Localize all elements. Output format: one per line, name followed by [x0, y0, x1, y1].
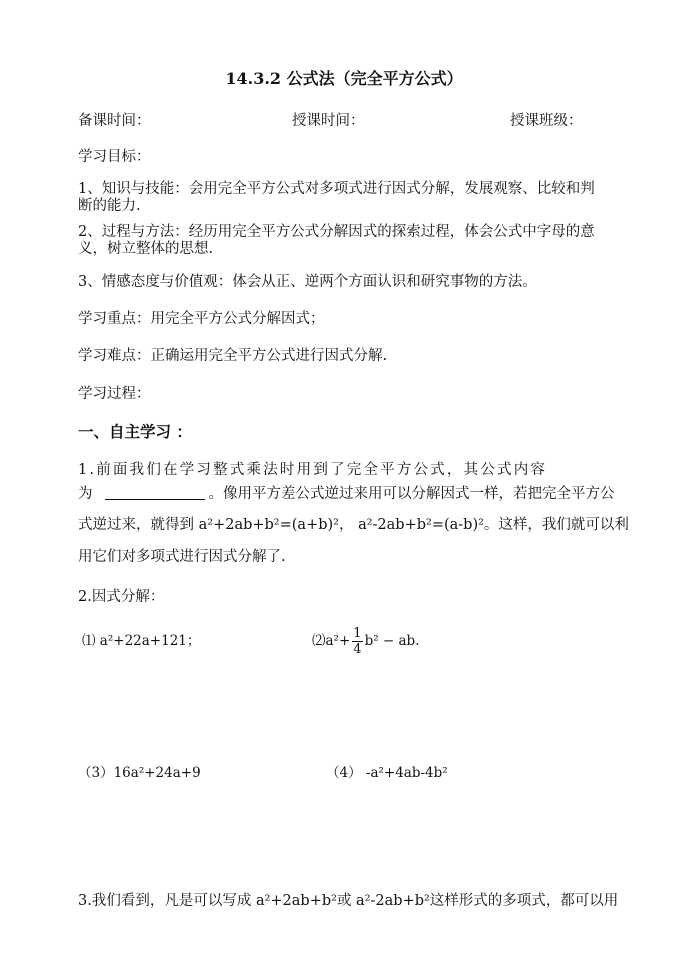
page-title: 14.3.2 公式法（完全平方公式） [225, 69, 463, 88]
question-2-heading: 2.因式分解： [78, 589, 165, 605]
question-1-line-1: 1.前面我们在学习整式乘法时用到了完全平方公式，其公式内容 [78, 462, 548, 478]
section-1-heading: 一、自主学习 ： [78, 422, 192, 441]
goals-heading: 学习目标： [78, 149, 151, 165]
goal-1-line-2: 断的能力. [78, 198, 141, 214]
question-2-item-2 [312, 621, 420, 661]
answer-blank[interactable] [105, 485, 205, 500]
question-2-item-4: （4） -a²+4ab-4b² [326, 765, 448, 781]
prep-time-label: 备课时间： [78, 113, 151, 129]
key-point: 学习重点：用完全平方公式分解因式； [78, 311, 325, 327]
class-group-label: 授课班级： [510, 113, 583, 129]
question-2-item-1: ⑴ a²+22a+121； [82, 633, 201, 649]
process-heading: 学习过程： [78, 386, 151, 402]
question-2-item-3: （3）16a²+24a+9 [78, 765, 201, 781]
goal-2-line-2: 义，树立整体的思想. [78, 241, 214, 257]
question-1-line-3: 式逆过来，就得到 a²+2ab+b²=(a+b)²， a²-2ab+b²=(a-b)²。这样，我们就可以利 [78, 517, 629, 533]
fraction-numerator: 1 [353, 626, 362, 641]
question-3-line-1: 3.我们看到，凡是可以写成 a²+2ab+b²或 a²-2ab+b²这样形式的多项式，都可以用 [78, 893, 619, 909]
difficulty: 学习难点：正确运用完全平方公式进行因式分解. [78, 348, 388, 364]
item-2-prefix: ⑵a²+ [312, 633, 351, 649]
question-1-suffix: 。像用平方差公式逆过来用可以分解因式一样，若把完全平方公 [208, 486, 615, 502]
question-1-line-2 [78, 485, 615, 503]
goal-3: 3、情感态度与价值观：体会从正、逆两个方面认识和研究事物的方法。 [78, 274, 537, 290]
question-1-line-4: 用它们对多项式进行因式分解了. [78, 549, 286, 565]
question-1-prefix: 为 [78, 486, 93, 502]
fraction-denominator: 4 [353, 642, 362, 657]
goal-1-line-1: 1、知识与技能：会用完全平方公式对多项式进行因式分解，发展观察、比较和判 [78, 181, 595, 197]
item-2-suffix: b² − ab. [364, 633, 420, 649]
fraction [352, 626, 362, 657]
class-time-label: 授课时间： [292, 113, 365, 129]
goal-2-line-1: 2、过程与方法：经历用完全平方公式分解因式的探索过程，体会公式中字母的意 [78, 224, 595, 240]
